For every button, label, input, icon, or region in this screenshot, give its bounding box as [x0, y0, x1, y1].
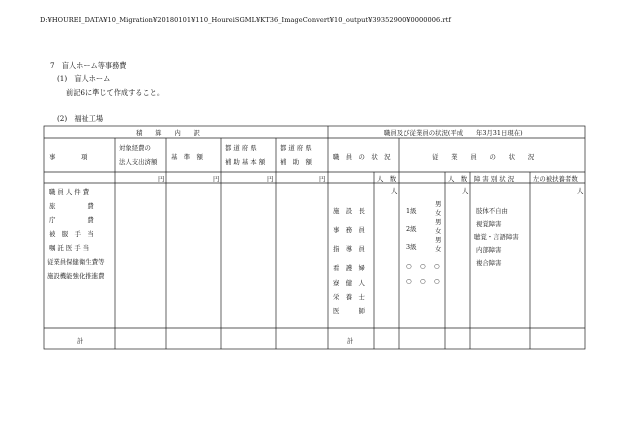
- col-target-expense-1: 対象経費の: [119, 144, 151, 152]
- list-item: 内部障害: [476, 246, 502, 254]
- list-item: 聴覚・言語障害: [474, 233, 519, 241]
- col-pref-subsidy-2: 補 助 額: [280, 158, 312, 166]
- circle-mark: ○: [406, 277, 412, 285]
- list-item: 医 師: [333, 307, 365, 315]
- sex-male: 男: [435, 200, 442, 208]
- grade-2: 2級: [406, 225, 417, 233]
- sex-male: 男: [435, 236, 442, 244]
- list-item: 指 導 員: [333, 245, 365, 253]
- subsection-blind-home: (1) 盲人ホーム: [57, 74, 111, 83]
- list-item: 肢体不自由: [476, 207, 508, 215]
- col-target-expense-2: 法人支出済額: [119, 158, 158, 166]
- circle-mark: ○: [420, 277, 426, 285]
- col-headcount-1: 人 数: [377, 175, 397, 183]
- col-dependents: 左の被扶養者数: [533, 175, 578, 183]
- unit-person-1: 人: [391, 187, 398, 195]
- sex-male: 男: [435, 218, 442, 226]
- list-item: 旅 費: [49, 202, 94, 210]
- col-pref-subsidy-base-2: 補 助 基 本 額: [225, 158, 266, 166]
- section-heading: 7 盲人ホーム等事務費: [50, 61, 127, 70]
- unit-yen-1: 円: [158, 175, 165, 183]
- sex-female: 女: [435, 209, 442, 217]
- grade-1: 1級: [406, 207, 417, 215]
- list-item: 嘱 託 医 手 当: [49, 244, 90, 252]
- col-staff-status: 職 員 の 状 況: [333, 153, 391, 161]
- subsection-welfare-factory: (2) 福祉工場: [57, 114, 104, 123]
- circle-mark: ○: [434, 277, 440, 285]
- list-item: 栄 養 士: [333, 293, 365, 301]
- total-label-2: 計: [347, 337, 354, 345]
- col-pref-subsidy-1: 都 道 府 県: [280, 144, 312, 152]
- col-headcount-2: 人 数: [448, 175, 468, 183]
- list-item: 事 務 員: [333, 226, 365, 234]
- total-label: 計: [77, 337, 84, 345]
- col-disability-status: 障 害 別 状 況: [474, 175, 515, 183]
- list-item: 庁 費: [49, 216, 94, 224]
- col-standard-amount: 基 準 額: [171, 153, 203, 161]
- grade-3: 3級: [406, 243, 417, 251]
- unit-person-2: 人: [462, 187, 469, 195]
- list-item: 従業員保健衛生費等: [47, 258, 105, 266]
- col-item-header: 事 項: [49, 153, 88, 161]
- file-path: D:¥HOUREI_DATA¥10_Migration¥20180101¥110_HoureiSGML¥KT36_ImageConvert¥10_output¥39352900¥0000006.rtf: [40, 16, 451, 24]
- col-employee-status: 従 業 員 の 状 況: [432, 153, 535, 161]
- unit-yen-3: 円: [267, 175, 274, 183]
- list-item: 視覚障害: [476, 220, 502, 228]
- sex-female: 女: [435, 245, 442, 253]
- unit-person-3: 人: [577, 187, 584, 195]
- list-item: 寮 健 人: [333, 279, 365, 287]
- header-breakdown: 積 算 内 訳: [136, 129, 200, 137]
- list-item: 複合障害: [476, 259, 502, 267]
- header-staff-status: 職員及び従業員の状況(平成 年3月31日現在): [384, 129, 523, 137]
- list-item: 職 員 人 件 費: [49, 188, 90, 196]
- subsection-note: 前記6に準じて作成すること。: [66, 88, 165, 97]
- unit-yen-2: 円: [213, 175, 220, 183]
- unit-yen-4: 円: [319, 175, 326, 183]
- list-item: 施設機能強化推進費: [47, 272, 105, 280]
- list-item: 施 設 長: [333, 207, 365, 215]
- sex-female: 女: [435, 227, 442, 235]
- list-item: 被 服 手 当: [49, 230, 94, 238]
- circle-mark: ○: [406, 262, 412, 270]
- col-pref-subsidy-base-1: 都 道 府 県: [225, 144, 257, 152]
- list-item: 看 護 婦: [333, 264, 365, 272]
- circle-mark: ○: [434, 262, 440, 270]
- circle-mark: ○: [420, 262, 426, 270]
